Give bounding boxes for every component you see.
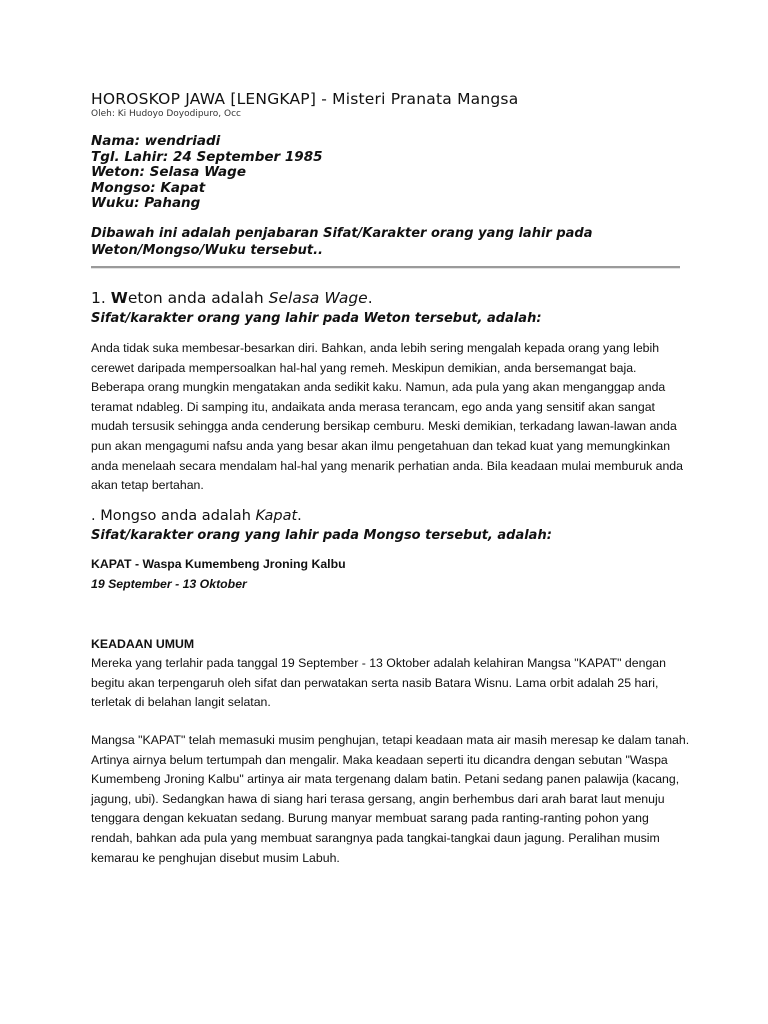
weton-description: Anda tidak suka membesar-besarkan diri. Bahkan, anda lebih sering mengalah kepada orang yang lebih cerewet daripada mempersoalkan hal-hal yang remeh. Meskipun demikian, anda bersemangat baja. Beberapa orang mungkin mengatakan anda sedikit kaku. Namun, ada pula yang akan menganggap anda teramat ndableg. Di samping itu, andaikata anda merasa terancam, ego anda yang sensitif akan sangat mudah tersusik sehingga anda cenderung bersikap cemburu. Meski demikian, terkadang lawan-lawan anda pun akan mengagumi nafsu anda yang besar akan ilmu pengetahuan dan tekad kuat yang memungkinkan anda menelaah secara mendalam hal-hal yang menarik perhatian anda. Bila keadaan mulai memburuk anda akan tetap bertahan.	[91, 341, 683, 493]
keadaan-umum-heading: KEADAAN UMUM	[91, 637, 195, 651]
author-byline: Oleh: Ki Hudoyo Doyodipuro, Occ	[91, 109, 241, 119]
weton-heading-first-letter: W	[110, 289, 128, 307]
weton-heading-text: eton anda adalah	[127, 289, 269, 307]
document-title: HOROSKOP JAWA [LENGKAP] - Misteri Pranata Mangsa	[91, 90, 519, 108]
mongso-subtitle: Sifat/karakter orang yang lahir pada Mongso tersebut, adalah:	[91, 528, 552, 543]
intro-text: Dibawah ini adalah penjabaran Sifat/Karakter orang yang lahir pada Weton/Mongso/Wuku tersebut..	[91, 226, 593, 258]
profile-birthdate: Tgl. Lahir: 24 September 1985	[91, 148, 323, 165]
profile-weton: Weton: Selasa Wage	[91, 164, 246, 180]
mongso-heading	[91, 508, 302, 524]
mongso-heading-text: . Mongso anda adalah	[91, 508, 256, 524]
profile-block	[91, 134, 323, 212]
weton-heading-value: Selasa Wage	[268, 289, 368, 307]
profile-mongso: Mongso: Kapat	[91, 179, 206, 196]
mongso-heading-value: Kapat	[255, 508, 298, 524]
weton-heading-prefix: 1.	[91, 289, 111, 307]
profile-name: Nama: wendriadi	[91, 133, 221, 149]
mongso-heading-suffix: .	[297, 508, 302, 524]
keadaan-paragraph-2: Mangsa "KAPAT" telah memasuki musim penghujan, tetapi keadaan mata air masih meresap ke dalam tanah. Artinya airnya belum tertumpah dan mengalir. Maka keadaan seperti itu dicandra dengan sebutan "Waspa Kumembeng Jroning Kalbu" artinya air mata tergenang dalam batin. Petani sedang panen palawija (kacang, jagung, ubi). Sedangkan hawa di siang hari terasa gersang, angin berhembus dari arah barat laut menuju tenggara dengan kekuatan sedang. Burung manyar membuat sarang pada ranting-ranting pohon yang rendah, bahkan ada pula yang membuat sarangnya pada tangkai-tangkai daun jagung. Peralihan musim kemarau ke penghujan disebut musim Labuh.	[91, 733, 690, 865]
horizontal-divider	[91, 266, 680, 269]
weton-heading	[91, 289, 373, 307]
weton-subtitle: Sifat/karakter orang yang lahir pada Weton tersebut, adalah:	[91, 311, 542, 326]
keadaan-paragraph-1: Mereka yang terlahir pada tanggal 19 September - 13 Oktober adalah kelahiran Mangsa "KAPAT" dengan begitu akan terpengaruh oleh sifat dan perwatakan serta nasib Batara Wisnu. Lama orbit adalah 25 hari, terletak di belahan langit selatan.	[91, 656, 666, 710]
weton-heading-suffix: .	[367, 289, 373, 307]
profile-wuku: Wuku: Pahang	[91, 195, 201, 211]
kapat-dates: 19 September - 13 Oktober	[91, 577, 247, 591]
kapat-title: KAPAT - Waspa Kumembeng Jroning Kalbu	[91, 557, 346, 571]
